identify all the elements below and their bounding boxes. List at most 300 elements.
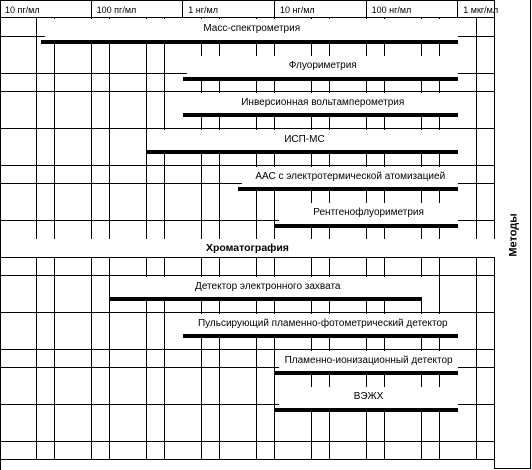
grid-cell bbox=[147, 350, 166, 369]
grid-cell bbox=[55, 331, 74, 350]
method-range-bar bbox=[275, 408, 458, 412]
grid-cell bbox=[275, 258, 294, 277]
grid-cell bbox=[477, 37, 496, 56]
grid-cell bbox=[128, 405, 147, 424]
grid-cell bbox=[348, 258, 367, 277]
grid-cell bbox=[183, 184, 202, 203]
grid-cell bbox=[37, 147, 56, 166]
method-range-bar bbox=[238, 187, 458, 191]
grid-cell bbox=[458, 147, 477, 166]
grid-cell bbox=[165, 184, 184, 203]
method-label: ИСП-МС bbox=[151, 130, 459, 150]
grid-cell bbox=[183, 350, 202, 369]
grid-cell bbox=[202, 386, 221, 405]
grid-cell bbox=[477, 442, 496, 461]
grid-cell bbox=[147, 221, 166, 240]
grid-cell bbox=[128, 147, 147, 166]
grid-cell bbox=[73, 331, 92, 350]
scale-label: 1 мкг/мл bbox=[463, 5, 499, 15]
grid-cell bbox=[202, 202, 221, 221]
grid-cell bbox=[55, 147, 74, 166]
grid-cell bbox=[55, 368, 74, 387]
grid-cell bbox=[257, 368, 276, 387]
grid-cell bbox=[128, 368, 147, 387]
grid-cell bbox=[110, 368, 129, 387]
grid-cell bbox=[92, 350, 111, 369]
grid-cell bbox=[147, 313, 166, 332]
grid-cell bbox=[18, 405, 37, 424]
grid-cell bbox=[458, 350, 477, 369]
grid-cell bbox=[202, 368, 221, 387]
grid-cell bbox=[367, 423, 386, 442]
grid-cell bbox=[202, 184, 221, 203]
method-label: Пламенно-ионизационный детектор bbox=[279, 351, 458, 371]
grid-cell bbox=[92, 405, 111, 424]
grid-cell bbox=[458, 276, 477, 295]
method-range-bar bbox=[183, 334, 458, 338]
grid-cell bbox=[293, 258, 312, 277]
grid-cell bbox=[92, 55, 111, 74]
method-label: ААС с электротермической атомизацией bbox=[242, 167, 458, 187]
grid-cell bbox=[458, 92, 477, 111]
decade-tick bbox=[457, 0, 458, 18]
grid-cell bbox=[0, 221, 19, 240]
grid-cell bbox=[37, 294, 56, 313]
grid-cell bbox=[110, 147, 129, 166]
grid-cell bbox=[110, 313, 129, 332]
grid-cell bbox=[238, 423, 257, 442]
grid-cell bbox=[73, 386, 92, 405]
grid-cell bbox=[440, 442, 459, 461]
grid-cell bbox=[257, 386, 276, 405]
grid-cell bbox=[18, 129, 37, 148]
grid-cell bbox=[55, 110, 74, 129]
grid-cell bbox=[238, 202, 257, 221]
grid-cell bbox=[293, 423, 312, 442]
grid-cell bbox=[55, 166, 74, 185]
grid-cell bbox=[55, 276, 74, 295]
grid-cell bbox=[183, 202, 202, 221]
grid-cell bbox=[55, 184, 74, 203]
grid-cell bbox=[55, 350, 74, 369]
grid-cell bbox=[220, 423, 239, 442]
grid-cell bbox=[440, 258, 459, 277]
grid-cell bbox=[92, 92, 111, 111]
grid-cell bbox=[165, 110, 184, 129]
method-label: ВЭЖХ bbox=[279, 387, 458, 407]
grid-cell bbox=[110, 110, 129, 129]
grid-cell bbox=[147, 184, 166, 203]
grid-cell bbox=[275, 423, 294, 442]
grid-cell bbox=[128, 442, 147, 461]
grid-cell bbox=[0, 350, 19, 369]
grid-cell bbox=[257, 258, 276, 277]
grid-cell bbox=[37, 423, 56, 442]
grid-cell bbox=[220, 258, 239, 277]
grid-cell bbox=[403, 442, 422, 461]
grid-cell bbox=[257, 350, 276, 369]
grid-cell bbox=[183, 405, 202, 424]
grid-cell bbox=[385, 442, 404, 461]
grid-cell bbox=[37, 221, 56, 240]
grid-cell bbox=[0, 331, 19, 350]
grid-cell bbox=[92, 276, 111, 295]
grid-cell bbox=[165, 258, 184, 277]
grid-cell bbox=[73, 405, 92, 424]
grid-cell bbox=[110, 442, 129, 461]
grid-cell bbox=[202, 405, 221, 424]
grid-cell bbox=[458, 202, 477, 221]
grid-cell bbox=[18, 74, 37, 93]
grid-cell bbox=[37, 110, 56, 129]
grid-cell bbox=[367, 258, 386, 277]
grid-cell bbox=[330, 423, 349, 442]
grid-cell bbox=[0, 55, 19, 74]
grid-cell bbox=[73, 276, 92, 295]
grid-cell bbox=[458, 405, 477, 424]
grid-cell bbox=[110, 423, 129, 442]
grid-cell bbox=[37, 386, 56, 405]
grid-cell bbox=[220, 202, 239, 221]
grid-cell bbox=[55, 423, 74, 442]
grid-cell bbox=[18, 313, 37, 332]
method-range-bar bbox=[147, 150, 459, 154]
grid-cell bbox=[73, 147, 92, 166]
grid-cell bbox=[55, 258, 74, 277]
grid-cell bbox=[37, 92, 56, 111]
grid-cell bbox=[18, 110, 37, 129]
grid-cell bbox=[55, 294, 74, 313]
grid-cell bbox=[477, 294, 496, 313]
grid-cell bbox=[165, 55, 184, 74]
grid-cell bbox=[385, 423, 404, 442]
grid-cell bbox=[477, 350, 496, 369]
grid-cell bbox=[477, 55, 496, 74]
grid-cell bbox=[128, 55, 147, 74]
grid-cell bbox=[458, 313, 477, 332]
grid-cell bbox=[37, 276, 56, 295]
grid-cell bbox=[458, 258, 477, 277]
grid-cell bbox=[403, 258, 422, 277]
grid-cell bbox=[37, 405, 56, 424]
grid-cell bbox=[257, 423, 276, 442]
grid-cell bbox=[477, 386, 496, 405]
grid-cell bbox=[477, 258, 496, 277]
grid-cell bbox=[92, 294, 111, 313]
grid-cell bbox=[55, 202, 74, 221]
grid-cell bbox=[110, 221, 129, 240]
grid-cell bbox=[458, 55, 477, 74]
grid-cell bbox=[458, 442, 477, 461]
grid-cell bbox=[477, 18, 496, 37]
grid-cell bbox=[0, 442, 19, 461]
grid-cell bbox=[37, 129, 56, 148]
grid-cell bbox=[18, 350, 37, 369]
grid-cell bbox=[128, 386, 147, 405]
grid-cell bbox=[257, 405, 276, 424]
grid-cell bbox=[18, 423, 37, 442]
grid-cell bbox=[73, 74, 92, 93]
grid-cell bbox=[73, 110, 92, 129]
grid-cell bbox=[477, 184, 496, 203]
grid-cell bbox=[330, 442, 349, 461]
grid-cell bbox=[422, 294, 441, 313]
grid-cell bbox=[147, 423, 166, 442]
scale-label: 10 пг/мл bbox=[5, 5, 40, 15]
grid-cell bbox=[165, 166, 184, 185]
grid-cell bbox=[73, 350, 92, 369]
grid-cell bbox=[128, 350, 147, 369]
grid-cell bbox=[348, 442, 367, 461]
grid-cell bbox=[128, 110, 147, 129]
method-range-bar bbox=[275, 224, 458, 228]
grid-cell bbox=[37, 55, 56, 74]
grid-cell bbox=[18, 18, 37, 37]
grid-cell bbox=[458, 129, 477, 148]
grid-cell bbox=[165, 386, 184, 405]
method-range-bar bbox=[110, 297, 422, 301]
grid-cell bbox=[73, 202, 92, 221]
grid-cell bbox=[458, 294, 477, 313]
grid-cell bbox=[92, 313, 111, 332]
grid-cell bbox=[440, 276, 459, 295]
grid-cell bbox=[73, 313, 92, 332]
grid-cell bbox=[477, 147, 496, 166]
grid-cell bbox=[202, 258, 221, 277]
grid-cell bbox=[18, 166, 37, 185]
grid-cell bbox=[55, 55, 74, 74]
grid-cell bbox=[0, 294, 19, 313]
grid-cell bbox=[422, 442, 441, 461]
decade-tick bbox=[366, 0, 367, 18]
grid-cell bbox=[477, 74, 496, 93]
grid-cell bbox=[165, 313, 184, 332]
grid-cell bbox=[55, 92, 74, 111]
grid-cell bbox=[37, 166, 56, 185]
grid-cell bbox=[110, 55, 129, 74]
grid-cell bbox=[202, 423, 221, 442]
method-range-bar bbox=[183, 77, 458, 81]
grid-cell bbox=[110, 202, 129, 221]
grid-cell bbox=[183, 442, 202, 461]
grid-cell bbox=[367, 442, 386, 461]
grid-cell bbox=[458, 331, 477, 350]
grid-cell bbox=[0, 147, 19, 166]
grid-cell bbox=[183, 423, 202, 442]
grid-cell bbox=[477, 166, 496, 185]
grid-cell bbox=[128, 331, 147, 350]
scale-label: 1 нг/мл bbox=[188, 5, 218, 15]
grid-cell bbox=[128, 166, 147, 185]
grid-cell bbox=[238, 350, 257, 369]
grid-cell bbox=[110, 92, 129, 111]
group-label: Хроматография bbox=[0, 239, 495, 257]
method-label: Масс-спектрометрия bbox=[45, 19, 458, 39]
grid-cell bbox=[128, 184, 147, 203]
grid-cell bbox=[92, 74, 111, 93]
grid-cell bbox=[128, 74, 147, 93]
grid-cell bbox=[73, 92, 92, 111]
grid-cell bbox=[458, 74, 477, 93]
methods-axis-label bbox=[495, 0, 532, 469]
method-label: Рентгенофлуориметрия bbox=[279, 203, 458, 223]
scale-label: 100 пг/мл bbox=[96, 5, 137, 15]
grid-cell bbox=[18, 294, 37, 313]
grid-cell bbox=[165, 350, 184, 369]
grid-cell bbox=[477, 368, 496, 387]
grid-cell bbox=[220, 166, 239, 185]
grid-cell bbox=[422, 423, 441, 442]
grid-cell bbox=[238, 405, 257, 424]
grid-cell bbox=[220, 184, 239, 203]
grid-cell bbox=[92, 202, 111, 221]
grid-cell bbox=[55, 442, 74, 461]
grid-cell bbox=[238, 386, 257, 405]
grid-cell bbox=[220, 442, 239, 461]
grid-cell bbox=[238, 258, 257, 277]
grid-cell bbox=[0, 74, 19, 93]
grid-cell bbox=[18, 258, 37, 277]
grid-cell bbox=[202, 221, 221, 240]
grid-cell bbox=[37, 74, 56, 93]
grid-cell bbox=[55, 405, 74, 424]
grid-cell bbox=[37, 258, 56, 277]
grid-cell bbox=[18, 331, 37, 350]
methods-axis-panel bbox=[494, 0, 531, 469]
grid-cell bbox=[110, 184, 129, 203]
scale-label: 10 нг/мл bbox=[279, 5, 315, 15]
grid-cell bbox=[18, 221, 37, 240]
grid-cell bbox=[147, 331, 166, 350]
grid-cell bbox=[147, 166, 166, 185]
grid-cell bbox=[0, 258, 19, 277]
grid-cell bbox=[37, 202, 56, 221]
grid-cell bbox=[275, 442, 294, 461]
grid-cell bbox=[348, 423, 367, 442]
grid-cell bbox=[18, 202, 37, 221]
grid-cell bbox=[458, 166, 477, 185]
grid-cell bbox=[165, 221, 184, 240]
grid-cell bbox=[257, 442, 276, 461]
grid-cell bbox=[477, 313, 496, 332]
grid-cell bbox=[183, 258, 202, 277]
grid-cell bbox=[440, 423, 459, 442]
grid-cell bbox=[73, 258, 92, 277]
method-label: Детектор электронного захвата bbox=[114, 277, 422, 297]
grid-cell bbox=[147, 442, 166, 461]
grid-cell bbox=[385, 258, 404, 277]
grid-cell bbox=[183, 368, 202, 387]
grid-cell bbox=[165, 423, 184, 442]
grid-cell bbox=[458, 37, 477, 56]
grid-cell bbox=[73, 184, 92, 203]
grid-cell bbox=[128, 258, 147, 277]
grid-cell bbox=[422, 258, 441, 277]
grid-cell bbox=[238, 368, 257, 387]
grid-cell bbox=[0, 129, 19, 148]
grid-cell bbox=[165, 442, 184, 461]
grid-cell bbox=[110, 331, 129, 350]
grid-cell bbox=[147, 386, 166, 405]
grid-cell bbox=[477, 423, 496, 442]
grid-cell bbox=[37, 442, 56, 461]
grid-cell bbox=[0, 18, 19, 37]
grid-cell bbox=[147, 55, 166, 74]
grid-cell bbox=[92, 184, 111, 203]
grid-cell bbox=[165, 202, 184, 221]
grid-cell bbox=[55, 74, 74, 93]
grid-cell bbox=[477, 405, 496, 424]
grid-cell bbox=[18, 55, 37, 74]
methods-axis-title: Методы bbox=[507, 212, 520, 257]
grid-cell bbox=[458, 386, 477, 405]
grid-cell bbox=[202, 166, 221, 185]
grid-cell bbox=[92, 423, 111, 442]
grid-cell bbox=[55, 129, 74, 148]
grid-cell bbox=[440, 294, 459, 313]
grid-cell bbox=[183, 221, 202, 240]
grid-cell bbox=[73, 55, 92, 74]
grid-cell bbox=[0, 166, 19, 185]
grid-cell bbox=[37, 350, 56, 369]
grid-cell bbox=[0, 386, 19, 405]
grid-cell bbox=[92, 386, 111, 405]
grid-cell bbox=[183, 386, 202, 405]
grid-cell bbox=[37, 184, 56, 203]
grid-cell bbox=[330, 258, 349, 277]
grid-cell bbox=[18, 184, 37, 203]
grid-cell bbox=[128, 129, 147, 148]
grid-cell bbox=[73, 442, 92, 461]
grid-cell bbox=[422, 276, 441, 295]
grid-cell bbox=[165, 92, 184, 111]
grid-cell bbox=[165, 74, 184, 93]
grid-cell bbox=[0, 92, 19, 111]
grid-cell bbox=[238, 442, 257, 461]
grid-cell bbox=[92, 368, 111, 387]
grid-cell bbox=[458, 110, 477, 129]
scale-label: 100 нг/мл bbox=[371, 5, 412, 15]
grid-cell bbox=[220, 368, 239, 387]
grid-cell bbox=[73, 423, 92, 442]
grid-cell bbox=[92, 221, 111, 240]
grid-cell bbox=[55, 386, 74, 405]
method-label: Пульсирующий пламенно-фотометрический детектор bbox=[187, 314, 458, 334]
grid-cell bbox=[18, 276, 37, 295]
grid-cell bbox=[18, 386, 37, 405]
grid-cell bbox=[458, 221, 477, 240]
grid-cell bbox=[73, 221, 92, 240]
method-label: Инверсионная вольтамперометрия bbox=[187, 93, 458, 113]
grid-cell bbox=[37, 368, 56, 387]
grid-cell bbox=[257, 221, 276, 240]
grid-cell bbox=[92, 129, 111, 148]
grid-cell bbox=[238, 221, 257, 240]
grid-cell bbox=[458, 368, 477, 387]
grid-cell bbox=[18, 368, 37, 387]
grid-cell bbox=[37, 313, 56, 332]
grid-cell bbox=[18, 147, 37, 166]
grid-cell bbox=[165, 368, 184, 387]
decade-tick bbox=[91, 0, 92, 18]
grid-cell bbox=[110, 386, 129, 405]
grid-cell bbox=[220, 386, 239, 405]
method-range-bar bbox=[183, 113, 458, 117]
grid-cell bbox=[220, 221, 239, 240]
grid-cell bbox=[110, 166, 129, 185]
grid-cell bbox=[110, 129, 129, 148]
header-row bbox=[0, 0, 495, 18]
